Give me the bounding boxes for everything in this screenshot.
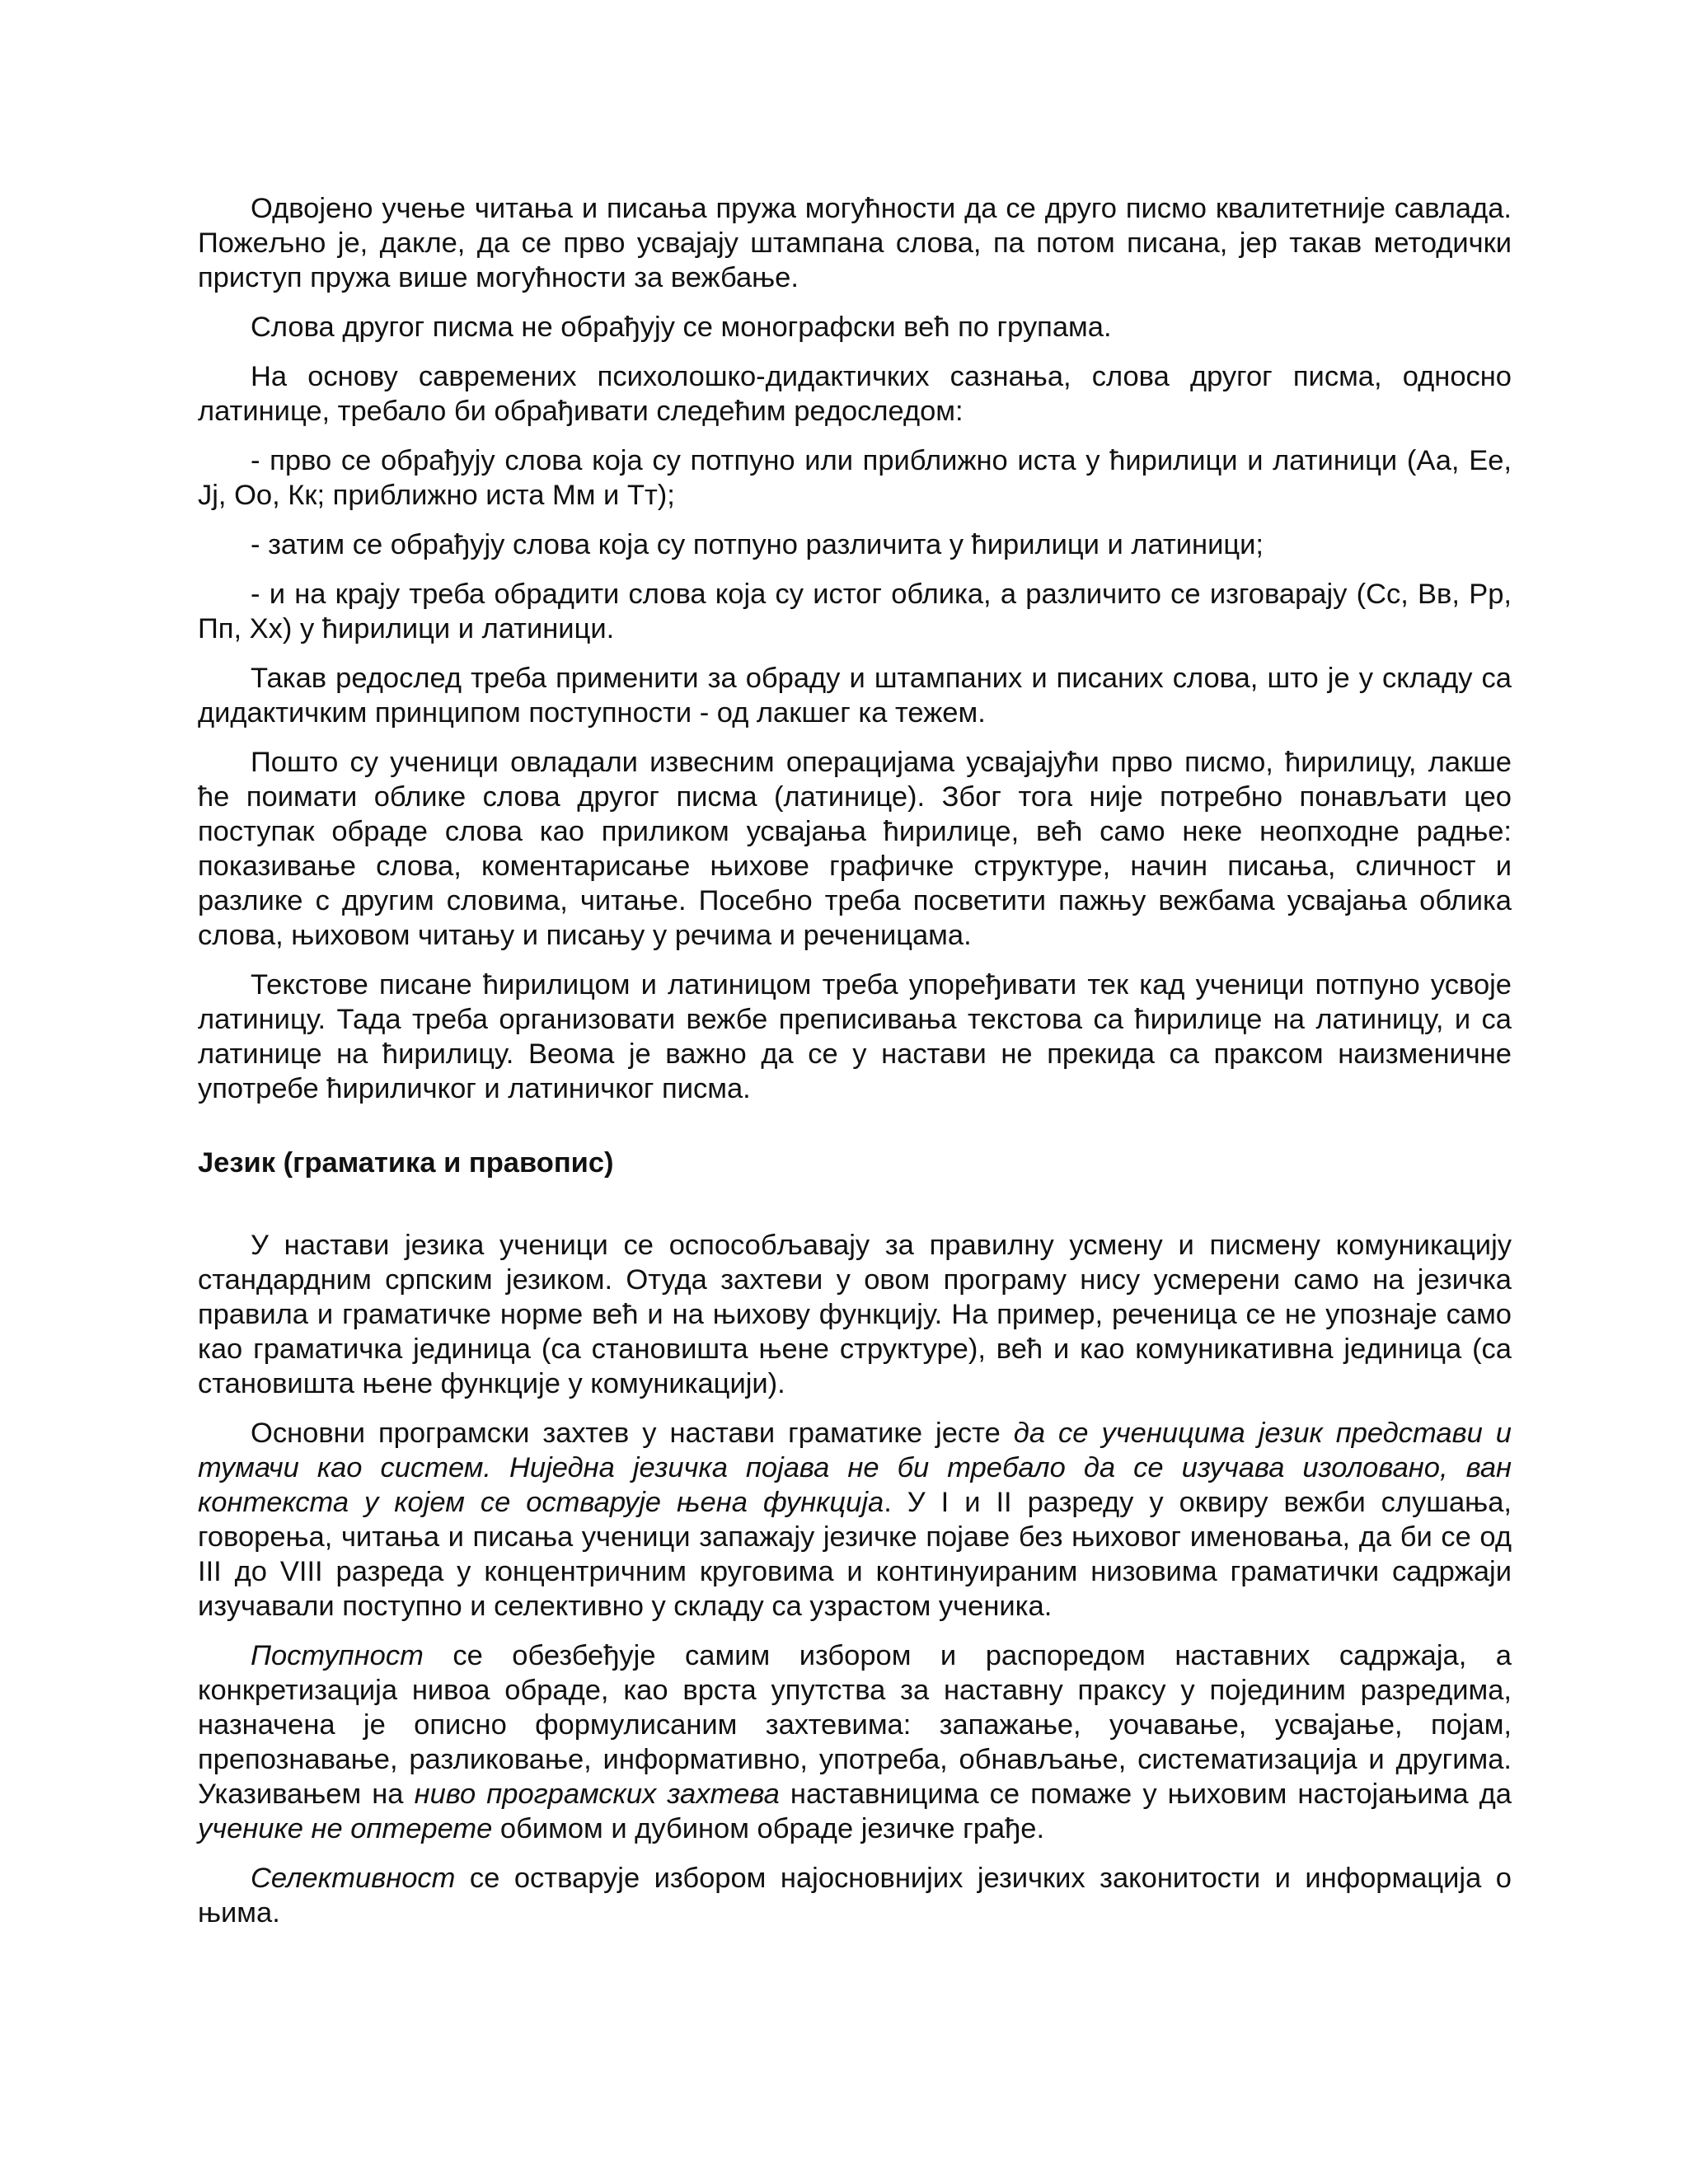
paragraph: Такав редослед треба применити за обраду и штампаних и писаних слова, што је у складу са дидактичким принципом поступности - од лакшег ка тежем. (198, 663, 1512, 729)
italic-run: Поступност (251, 1640, 424, 1671)
text-run: се обезбеђује самим избором и распоредом наставних садржаја, а конкретизација нивоа обраде, као врста упутства за наставну праксу у појединим разредима, назначена је описно формулисаним захтевима: запажање, уочавање, усвајање, појам, препознавање, разликовање, информативно, употреба, обнављање, систематизација и другима. Указивањем на (198, 1640, 1512, 1810)
paragraph: Текстове писане ћирилицом и латиницом треба упоређивати тек кад ученици потпуно усвоје латиницу. Тада треба организовати вежбе преписивања текстова са ћирилице на латиницу, и са латинице на ћирилицу. Веома је важно да се у настави не прекида са праксом наизменичне употребе ћириличког и латиничког писма. (198, 969, 1512, 1104)
text-run: наставницима се помаже у њиховим настојањима да (779, 1779, 1512, 1810)
italic-run: Селективност (251, 1863, 456, 1894)
paragraph (198, 1638, 1512, 1846)
italic-run: ниво програмских захтева (414, 1779, 780, 1810)
italic-run: да се ученицима језик представи и тумачи као систем. Ниједна језичка појава не би требало да се изучава изоловано, ван контекста у којем се остварује њена функција (198, 1418, 1512, 1518)
list-item: - прво се обрађују слова која су потпуно или приближно иста у ћирилици и латиници (Аа, Ее, Јј, Оо, Кк; приближно иста Мм и Тт); (198, 445, 1512, 511)
paragraph: Пошто су ученици овладали извесним операцијама усвајајући прво писмо, ћирилицу, лакше ће поимати облике слова другог писма (латинице). Због тога није потребно понављати цео поступак обраде слова као приликом усвајања ћирилице, већ само неке неопходне радње: показивање слова, коментарисање њихове графичке структуре, начин писања, сличност и разлике с другим словима, читање. Посебно треба посветити пажњу вежбама усвајања облика слова, њиховом читању и писању у речима и реченицама. (198, 747, 1512, 951)
list-item: - и на крају треба обрадити слова која су истог облика, а различито се изговарају (Сс, Вв, Рр, Пп, Хх) у ћирилици и латиници. (198, 579, 1512, 644)
document-page (198, 191, 1512, 1945)
text-run: Основни програмски захтев у настави граматике јесте (251, 1418, 1014, 1449)
text-run: се остварује избором најосновнијих језичких законитости и информација о њима. (198, 1863, 1512, 1929)
text-run: . У I и II разреду у оквиру вежби слушања, говорења, читања и писања ученици запажају језичке појаве без њиховог именовања, да би се од III до VIII разреда у концентричним круговима и континуираним низовима граматички садржаји изучавали поступно и селективно у складу са узрастом ученика. (198, 1487, 1512, 1622)
text-run: обимом и дубином обраде језичке грађе. (492, 1813, 1045, 1844)
paragraph: Слова другог писма не обрађују се монографски већ по групама. (251, 312, 1112, 343)
paragraph: Одвојено учење читања и писања пружа могућности да се друго писмо квалитетније савлада. Пожељно је, дакле, да се прво усвајају штампана слова, па потом писана, јер такав методички приступ пружа више могућности за вежбање. (198, 193, 1512, 293)
paragraph: У настави језика ученици се оспособљавају за правилну усмену и писмену комуникацију стандардним српским језиком. Отуда захтеви у овом програму нису усмерени само на језичка правила и граматичке норме већ и на њихову функцију. На пример, реченица се не упознаје само као граматичка јединица (са становишта њене структуре), већ и као комуникативна јединица (са становишта њене функције у комуникацији). (198, 1230, 1512, 1399)
list-item: - затим се обрађују слова која су потпуно различита у ћирилици и латиници; (251, 529, 1264, 560)
paragraph: На основу савремених психолошко-дидактичких сазнања, слова другог писма, односно латинице, требало би обрађивати следећим редоследом: (198, 361, 1512, 427)
section-heading: Језик (граматика и правопис) (198, 1147, 614, 1179)
paragraph (198, 1861, 1512, 1930)
italic-run: ученике не оптерете (198, 1813, 493, 1844)
paragraph (198, 1416, 1512, 1624)
